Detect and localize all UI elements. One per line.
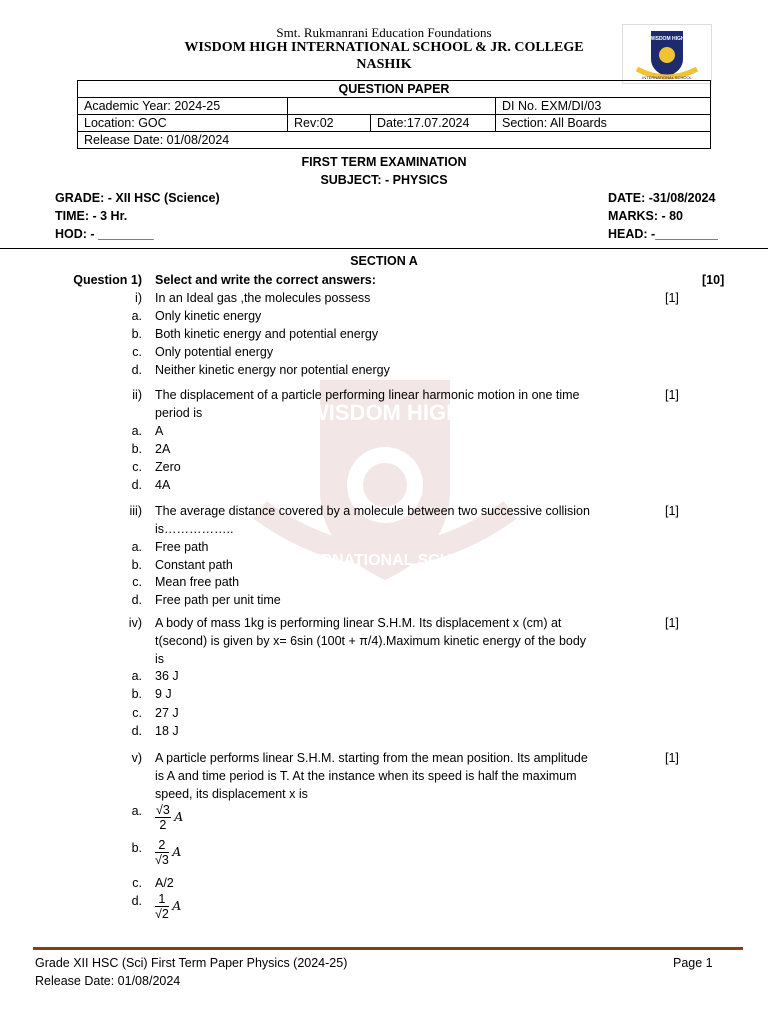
footer-divider (33, 947, 743, 950)
exam-head: HEAD: -_________ (608, 227, 718, 241)
option-row (0, 440, 768, 458)
option-label: c. (132, 575, 142, 589)
question-label: Question 1) (73, 273, 142, 287)
variable-a: A (174, 808, 184, 824)
question-text: A particle performs linear S.H.M. starting from the mean position. Its amplitude (155, 751, 588, 765)
option-label: d. (131, 363, 142, 377)
fraction-numerator: 1 (155, 892, 169, 907)
question-marks: [1] (665, 291, 679, 305)
section-title: SECTION A (350, 254, 418, 268)
option-text: 2A (155, 442, 171, 456)
option-label: a. (131, 424, 142, 438)
option-row (0, 538, 768, 556)
option-label: d. (131, 894, 142, 908)
question-header (0, 271, 768, 289)
info-table (77, 80, 711, 149)
exam-marks: MARKS: - 80 (608, 209, 684, 223)
option-text: Free path per unit time (155, 593, 281, 607)
question-number: ii) (132, 388, 142, 402)
option-text: Free path (155, 540, 209, 554)
info-table-title: QUESTION PAPER (78, 81, 711, 98)
option-row (0, 343, 768, 361)
option-row (0, 722, 768, 740)
question-text: The displacement of a particle performing linear harmonic motion in one time (155, 388, 580, 402)
option-text: Only potential energy (155, 345, 274, 359)
option-text: 18 J (155, 724, 179, 738)
watermark-bottom-text: INTERNATIONAL SCHOOL (283, 552, 487, 569)
question-text: is…………….. (155, 522, 234, 536)
question-text: The average distance covered by a molecule between two successive collision (155, 504, 590, 518)
question-text-line (0, 632, 768, 650)
option-row (0, 307, 768, 325)
fraction-denominator: √3 (155, 853, 169, 867)
option-row (0, 458, 768, 476)
question-text: period is (155, 406, 203, 420)
release-date: Release Date: 01/08/2024 (78, 132, 711, 149)
option-label: a. (131, 804, 142, 818)
option-row (0, 667, 768, 685)
organization-name: Smt. Rukmanrani Education Foundations (276, 25, 492, 40)
option-label: d. (131, 724, 142, 738)
question-marks: [1] (665, 616, 679, 630)
option-text: 36 J (155, 669, 179, 683)
option-text: A (155, 424, 164, 438)
question-number: i) (135, 291, 142, 305)
header-divider (0, 248, 768, 249)
option-row (0, 361, 768, 379)
option-label: a. (131, 540, 142, 554)
footer-release: Release Date: 01/08/2024 (35, 974, 181, 988)
option-text: Mean free path (155, 575, 240, 589)
option-label: a. (131, 309, 142, 323)
option-row (0, 422, 768, 440)
option-row (0, 685, 768, 703)
exam-subject: SUBJECT: - PHYSICS (320, 173, 448, 187)
exam-date: DATE: -31/08/2024 (608, 191, 716, 205)
option-text: 4A (155, 478, 171, 492)
question-instruction: Select and write the correct answers: (155, 273, 376, 287)
section-boards: Section: All Boards (496, 115, 711, 132)
question-marks: [1] (665, 388, 679, 402)
question-item (0, 614, 768, 632)
variable-a: A (172, 843, 182, 859)
question-number: iv) (128, 616, 142, 630)
option-label: b. (131, 558, 142, 572)
option-text: 27 J (155, 706, 179, 720)
option-row (0, 476, 768, 494)
option-text: Neither kinetic energy nor potential energy (155, 363, 390, 377)
option-label: c. (132, 460, 142, 474)
exam-title: FIRST TERM EXAMINATION (301, 155, 467, 169)
option-row (0, 892, 768, 924)
question-text-line (0, 650, 768, 668)
option-row (0, 838, 768, 870)
revision: Rev:02 (288, 115, 371, 132)
question-text: In an Ideal gas ,the molecules possess (155, 291, 371, 305)
option-row (0, 556, 768, 574)
variable-a: A (172, 897, 182, 913)
option-label: b. (131, 327, 142, 341)
question-text: A body of mass 1kg is performing linear S.H.M. Its displacement x (cm) at (155, 616, 562, 630)
fraction-denominator: √2 (155, 907, 169, 921)
option-label: b. (131, 687, 142, 701)
question-text: is A and time period is T. At the instance when its speed is half the maximum (155, 769, 577, 783)
question-text: is (155, 652, 165, 666)
question-text: speed, its displacement x is (155, 787, 308, 801)
city-name: NASHIK (356, 57, 412, 72)
footer-page: Page 1 (673, 956, 713, 970)
watermark-top-text: WISDOM HIGH (308, 400, 462, 425)
question-marks: [1] (665, 751, 679, 765)
option-label: b. (131, 442, 142, 456)
option-text: Both kinetic energy and potential energy (155, 327, 379, 341)
question-text-line (0, 520, 768, 538)
option-label: c. (132, 345, 142, 359)
question-text-line (0, 404, 768, 422)
question-number: iii) (129, 504, 142, 518)
option-label: d. (131, 478, 142, 492)
doc-date: Date:17.07.2024 (371, 115, 496, 132)
school-name: WISDOM HIGH INTERNATIONAL SCHOOL & JR. COLLEGE (184, 40, 584, 55)
empty-cell (288, 98, 496, 115)
question-text-line (0, 767, 768, 785)
question-item (0, 386, 768, 404)
option-label: d. (131, 593, 142, 607)
question-text-line (0, 785, 768, 803)
option-label: b. (131, 841, 142, 855)
di-number: DI No. EXM/DI/03 (496, 98, 711, 115)
option-row (0, 325, 768, 343)
option-label: c. (132, 876, 142, 890)
option-label: c. (132, 706, 142, 720)
option-row (0, 874, 768, 892)
question-item (0, 502, 768, 520)
option-text: Zero (155, 460, 181, 474)
option-row (0, 704, 768, 722)
fraction-numerator: 2 (155, 838, 169, 853)
question-number: v) (131, 751, 142, 765)
exam-time: TIME: - 3 Hr. (55, 209, 128, 223)
academic-year: Academic Year: 2024-25 (78, 98, 288, 115)
logo-subtext: INTERNATIONAL SCHOOL (642, 75, 692, 80)
exam-hod: HOD: - ________ (55, 227, 154, 241)
fraction-denominator: 2 (159, 818, 167, 832)
footer-title: Grade XII HSC (Sci) First Term Paper Physics (2024-25) (35, 956, 348, 970)
fraction-numerator: √3 (156, 803, 170, 817)
question-marks: [1] (665, 504, 679, 518)
logo-text: WISDOM HIGH (649, 36, 685, 42)
exam-grade: GRADE: - XII HSC (Science) (55, 191, 220, 205)
option-text: A/2 (155, 876, 174, 890)
question-total-marks: [10] (702, 273, 725, 287)
option-row (0, 803, 768, 835)
option-text: Constant path (155, 558, 233, 572)
question-item (0, 289, 768, 307)
option-row (0, 573, 768, 591)
option-label: a. (131, 669, 142, 683)
question-text: t(second) is given by x= 6sin (100t + π/4).Maximum kinetic energy of the body (155, 634, 587, 648)
school-logo (622, 24, 712, 84)
option-row (0, 591, 768, 609)
option-text: Only kinetic energy (155, 309, 262, 323)
question-item (0, 749, 768, 767)
option-text: 9 J (155, 687, 172, 701)
location: Location: GOC (78, 115, 288, 132)
